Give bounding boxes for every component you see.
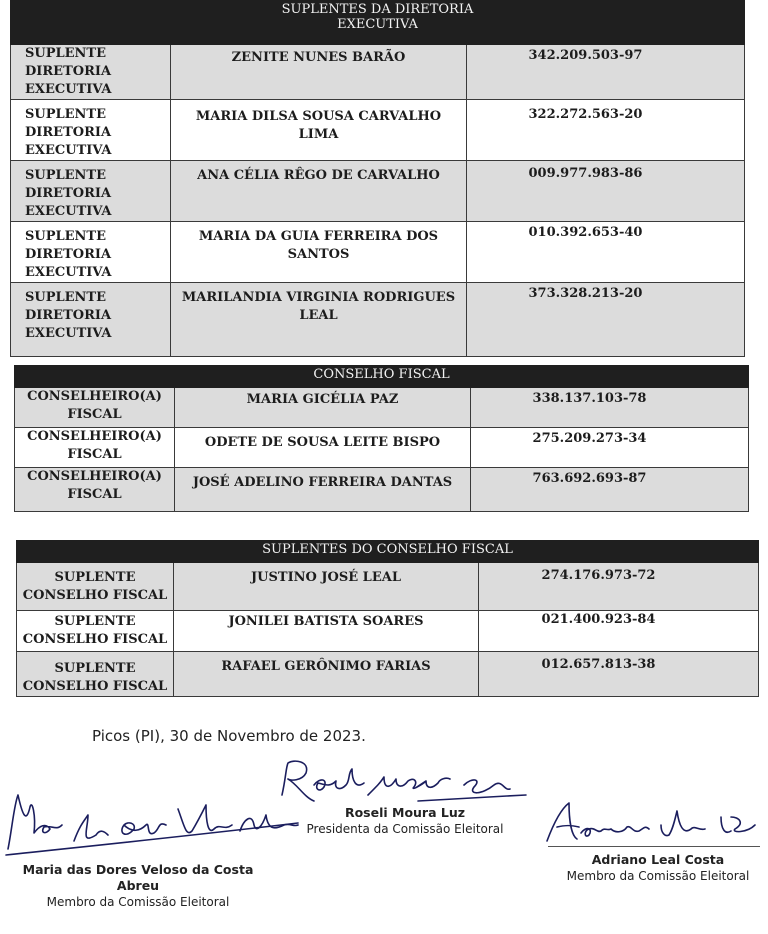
cpf-cell: 012.657.813-38: [479, 652, 759, 697]
president-signature-handwriting: [268, 755, 538, 810]
role-cell: SUPLENTE DIRETORIA EXECUTIVA: [11, 100, 171, 161]
table-row: [11, 100, 745, 161]
member-left-name: Maria das Dores Veloso da Costa Abreu: [22, 862, 254, 893]
member-right-signature-handwriting: [535, 795, 765, 850]
role-cell: SUPLENTE DIRETORIA EXECUTIVA: [11, 222, 171, 283]
table-row: [11, 222, 745, 283]
role-cell: SUPLENTE DIRETORIA EXECUTIVA: [11, 45, 171, 100]
role-cell: SUPLENTE DIRETORIA EXECUTIVA: [11, 283, 171, 357]
table-row: [17, 652, 759, 697]
table-row: [17, 563, 759, 611]
table-conselho-fiscal: [14, 365, 749, 512]
cpf-cell: 275.209.273-34: [471, 428, 749, 468]
table-suplentes-conselho-fiscal: [16, 540, 759, 697]
role-cell: SUPLENTE CONSELHO FISCAL: [17, 652, 174, 697]
cpf-cell: 009.977.983-86: [467, 161, 745, 222]
name-cell: MARIA DA GUIA FERREIRA DOS SANTOS: [171, 222, 467, 283]
table-header-row: [15, 366, 749, 388]
cpf-cell: 322.272.563-20: [467, 100, 745, 161]
table-header-row: [11, 1, 745, 45]
table-header-text: SUPLENTES DA DIRETORIA EXECUTIVA: [281, 2, 474, 32]
member-right-signature-block: [556, 852, 760, 884]
role-cell: SUPLENTE CONSELHO FISCAL: [17, 611, 174, 652]
role-cell: CONSELHEIRO(A) FISCAL: [15, 388, 175, 428]
table-header: SUPLENTES DO CONSELHO FISCAL: [17, 541, 759, 563]
table-row: [11, 161, 745, 222]
table-row: [15, 428, 749, 468]
president-title: Presidenta da Comissão Eleitoral: [306, 822, 504, 836]
table-suplentes-diretoria-executiva: [10, 0, 745, 357]
member-left-title: Membro da Comissão Eleitoral: [46, 895, 230, 909]
member-right-name: Adriano Leal Costa: [591, 852, 725, 867]
name-cell: MARILANDIA VIRGINIA RODRIGUES LEAL: [171, 283, 467, 357]
member-left-signature-handwriting: [0, 785, 300, 860]
name-cell: MARIA GICÉLIA PAZ: [175, 388, 471, 428]
table-header: [11, 1, 745, 45]
date-line: Picos (PI), 30 de Novembro de 2023.: [92, 727, 366, 745]
name-cell: JONILEI BATISTA SOARES: [174, 611, 479, 652]
table-row: [15, 388, 749, 428]
cpf-cell: 021.400.923-84: [479, 611, 759, 652]
cpf-cell: 010.392.653-40: [467, 222, 745, 283]
table-header-row: [17, 541, 759, 563]
president-signature-block: [300, 805, 510, 837]
table-row: [15, 468, 749, 512]
role-cell: CONSELHEIRO(A) FISCAL: [15, 428, 175, 468]
cpf-cell: 373.328.213-20: [467, 283, 745, 357]
president-name: Roseli Moura Luz: [344, 805, 466, 820]
cpf-cell: 338.137.103-78: [471, 388, 749, 428]
name-cell: ZENITE NUNES BARÃO: [171, 45, 467, 100]
table-row: [11, 283, 745, 357]
name-cell: JUSTINO JOSÉ LEAL: [174, 563, 479, 611]
table-row: [17, 611, 759, 652]
role-cell: CONSELHEIRO(A) FISCAL: [15, 468, 175, 512]
name-cell: MARIA DILSA SOUSA CARVALHO LIMA: [171, 100, 467, 161]
name-cell: ODETE DE SOUSA LEITE BISPO: [175, 428, 471, 468]
table-row: [11, 45, 745, 100]
member-right-title: Membro da Comissão Eleitoral: [566, 869, 750, 883]
name-cell: RAFAEL GERÔNIMO FARIAS: [174, 652, 479, 697]
role-cell: SUPLENTE CONSELHO FISCAL: [17, 563, 174, 611]
name-cell: JOSÉ ADELINO FERREIRA DANTAS: [175, 468, 471, 512]
cpf-cell: 342.209.503-97: [467, 45, 745, 100]
cpf-cell: 274.176.973-72: [479, 563, 759, 611]
member-left-signature-block: [2, 862, 274, 910]
role-cell: SUPLENTE DIRETORIA EXECUTIVA: [11, 161, 171, 222]
cpf-cell: 763.692.693-87: [471, 468, 749, 512]
table-header: CONSELHO FISCAL: [15, 366, 749, 388]
name-cell: ANA CÉLIA RÊGO DE CARVALHO: [171, 161, 467, 222]
member-right-signature-line: [548, 846, 760, 847]
